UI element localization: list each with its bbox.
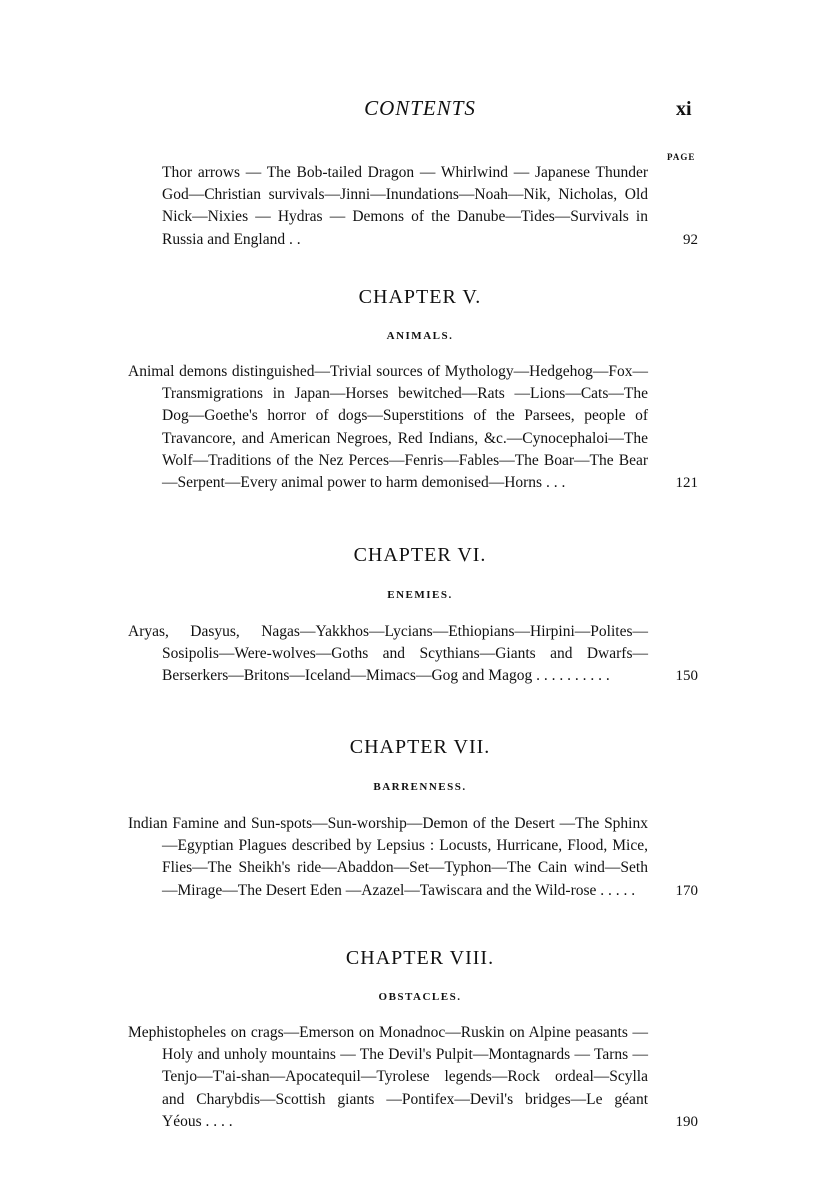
toc-page-number: 150 — [675, 668, 698, 685]
toc-entry-text: Mephistopheles on crags—Emerson on Monadnoc—Ruskin on Alpine peasants — Holy and unholy mountains — The Devil's Pulpit—Montagnards — Tarns — Tenjo—T'ai-shan—Apocatequil—Tyrolese legends—Rock ordeal—Scylla and Charybdis—Scottish giants —Pontifex—Devil's bridges—Le géant Yéous . . . . — [128, 1024, 648, 1130]
chapter-title-v: CHAPTER V. — [358, 286, 482, 308]
chapter-title-vii: CHAPTER VII. — [349, 736, 491, 758]
chapter-subtitle-vii: BARRENNESS. — [373, 781, 467, 793]
running-title: CONTENTS — [364, 96, 476, 120]
toc-entry-continued — [128, 162, 698, 251]
toc-page-number: 121 — [675, 475, 698, 492]
page-column-label: PAGE — [667, 152, 696, 162]
toc-entry-chapter-v — [128, 361, 698, 494]
toc-entry-text: Indian Famine and Sun-spots—Sun-worship—Demon of the Desert —The Sphinx—Egyptian Plagues described by Lepsius : Locusts, Hurricane, Flood, Mice, Flies—The Sheikh's ride—Abaddon—Set—Typhon—The Cain wind—Seth—Mirage—The Desert Eden —Azazel—Tawiscara and the Wild-rose . . . . . — [128, 815, 648, 899]
toc-entry-chapter-vii — [128, 813, 698, 902]
chapter-subtitle-vi: ENEMIES. — [387, 589, 453, 601]
folio-page-number: xi — [676, 98, 692, 120]
toc-entry-text: Aryas, Dasyus, Nagas—Yakkhos—Lycians—Ethiopians—Hirpini—Polites—Sosipolis—Were-wolves—Goths and Scythians—Giants and Dwarfs—Berserkers—Britons—Iceland—Mimacs—Gog and Magog . . . . . . . . . . — [128, 623, 648, 685]
chapter-title-viii: CHAPTER VIII. — [345, 947, 495, 969]
toc-page-number: 170 — [675, 882, 698, 899]
toc-entry-text: Thor arrows — The Bob-tailed Dragon — Whirlwind — Japanese Thunder God—Christian survivals—Jinni—Inundations—Noah—Nik, Nicholas, Old Nick—Nixies — Hydras — Demons of the Danube—Tides—Survivals in Russia and England . . — [162, 164, 648, 248]
toc-entry-text: Animal demons distinguished—Trivial sources of Mythology—Hedgehog—Fox—Transmigrations in Japan—Horses bewitched—Rats —Lions—Cats—The Dog—Goethe's horror of dogs—Superstitions of the Parsees, people of Travancore, and American Negroes, Red Indians, &c.—Cynocephaloi—The Wolf—Traditions of the Nez Perces—Fenris—Fables—The Boar—The Bear—Serpent—Every animal power to harm demonised—Horns . . . — [128, 363, 648, 492]
chapter-title-vi: CHAPTER VI. — [353, 544, 487, 566]
toc-entry-chapter-vi — [128, 621, 698, 688]
chapter-subtitle-v: ANIMALS. — [386, 330, 454, 342]
toc-page-number: 92 — [683, 231, 698, 248]
chapter-subtitle-viii: OBSTACLES. — [378, 991, 462, 1003]
toc-page-number: 190 — [675, 1113, 698, 1130]
toc-entry-chapter-viii — [128, 1022, 698, 1133]
